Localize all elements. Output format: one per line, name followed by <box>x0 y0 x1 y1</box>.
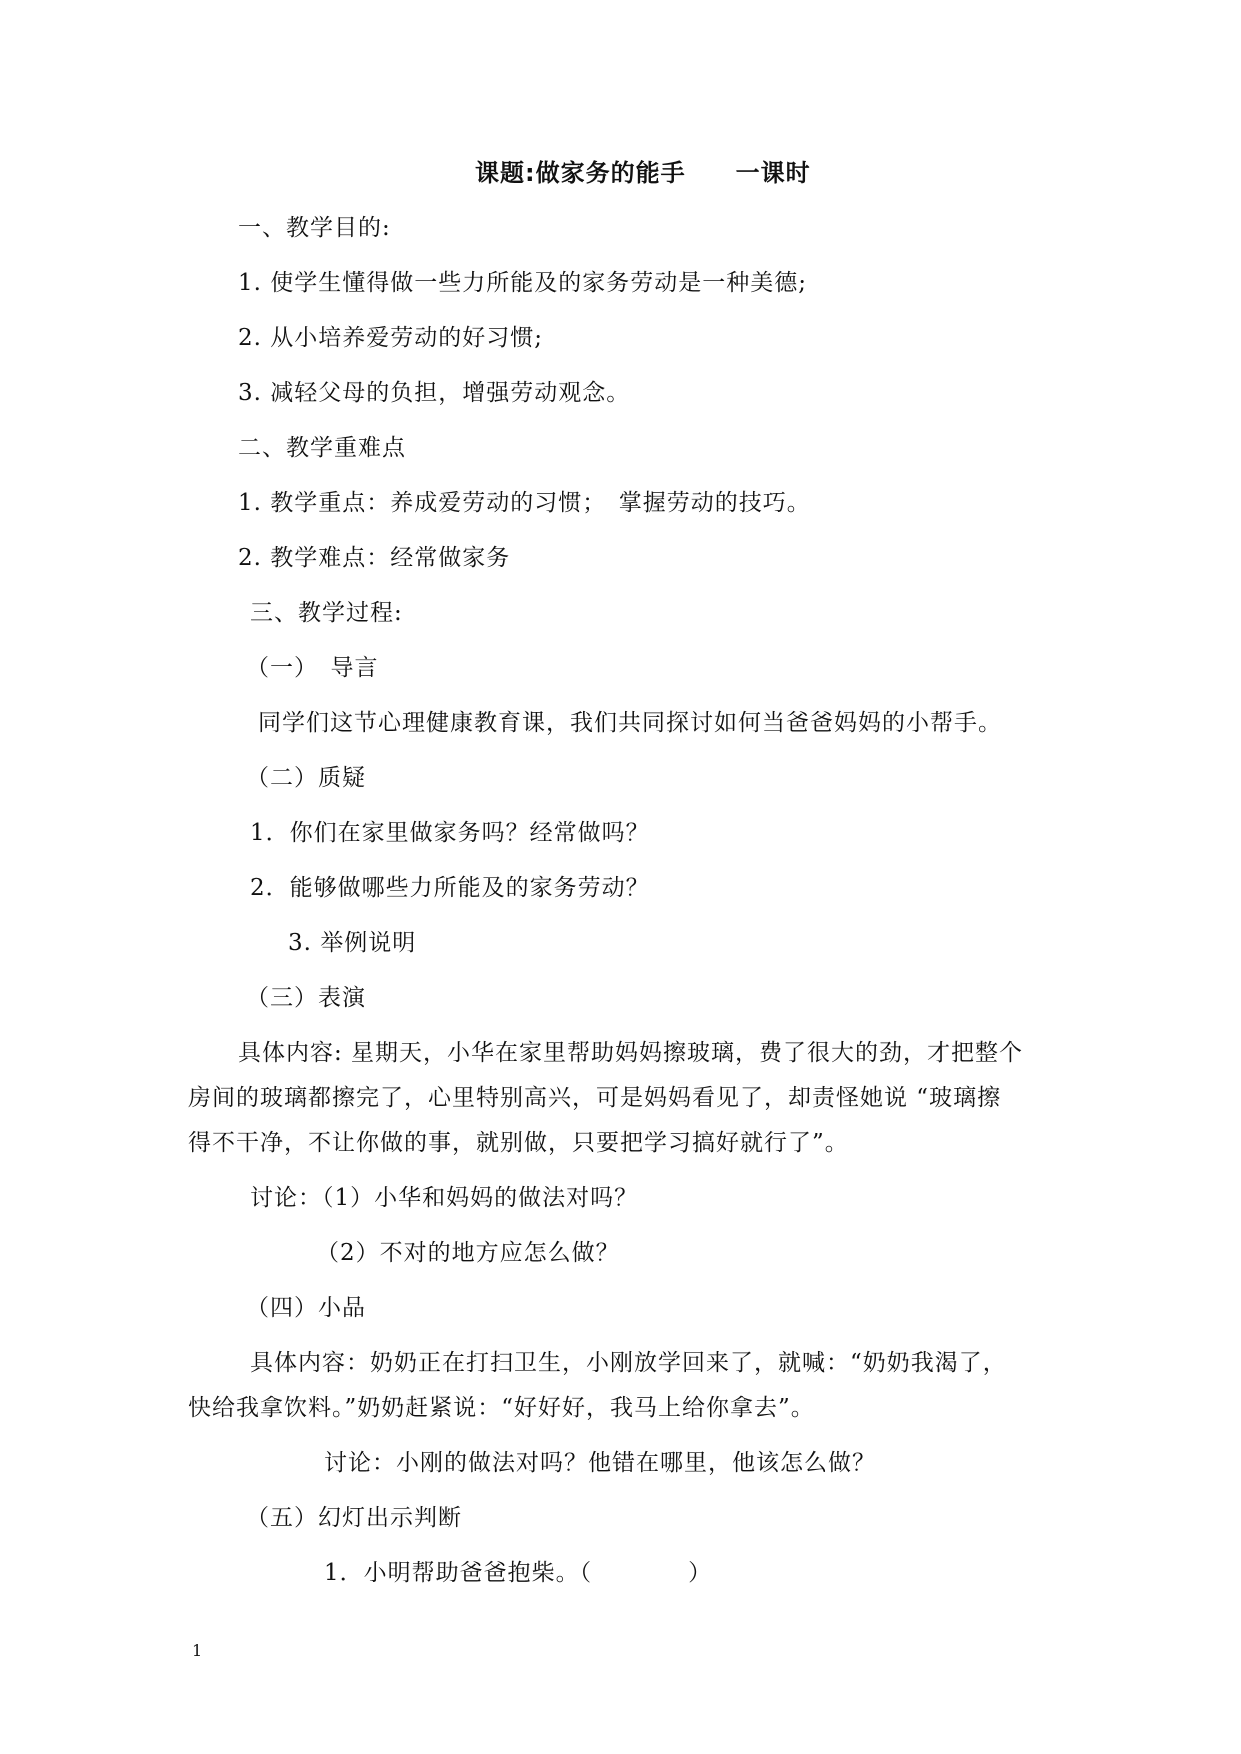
skit-text-line-2: 快给我拿饮料。”奶奶赶紧说：“好好好，我马上给你拿去”。 <box>188 1395 815 1421</box>
performance-discussion-2: （2）不对的地方应怎么做？ <box>316 1240 620 1266</box>
key-point-item-1: 1. 教学重点：养成爱劳动的习惯； 掌握劳动的技巧。 <box>238 490 811 516</box>
section-heading-teaching-process: 三、教学过程: <box>250 600 403 626</box>
subheading-slide-judgment: （五）幻灯出示判断 <box>246 1505 462 1531</box>
key-point-item-2: 2. 教学难点：经常做家务 <box>238 545 511 571</box>
page-number: 1 <box>192 1641 203 1660</box>
performance-discussion-1: 讨论：（1）小华和妈妈的做法对吗？ <box>250 1185 639 1211</box>
document-title: 课题:做家务的能手 一课时 <box>475 159 811 187</box>
section-heading-key-points: 二、教学重难点 <box>238 435 406 461</box>
performance-text-line-2: 房间的玻璃都擦完了，心里特别高兴，可是妈妈看见了，却责怪她说 “玻璃擦 <box>188 1085 1002 1111</box>
question-item-3: 3. 举例说明 <box>288 930 417 956</box>
subheading-questions: （二）质疑 <box>246 765 366 791</box>
question-item-2: 2．能够做哪些力所能及的家务劳动？ <box>250 875 650 901</box>
introduction-text: 同学们这节心理健康教育课，我们共同探讨如何当爸爸妈妈的小帮手。 <box>258 710 1002 736</box>
skit-text-line-1: 具体内容：奶奶正在打扫卫生，小刚放学回来了，就喊：“奶奶我渴了， <box>250 1350 1007 1376</box>
subheading-introduction: （一） 导言 <box>246 655 379 681</box>
skit-discussion: 讨论：小刚的做法对吗？他错在哪里，他该怎么做？ <box>324 1450 876 1476</box>
goal-item-2: 2. 从小培养爱劳动的好习惯; <box>238 325 544 351</box>
judgment-item-1: 1．小明帮助爸爸抱柴。（ ） <box>324 1560 713 1586</box>
goal-item-3: 3. 减轻父母的负担，增强劳动观念。 <box>238 380 631 406</box>
performance-text-line-1: 具体内容: 星期天，小华在家里帮助妈妈擦玻璃，费了很大的劲，才把整个 <box>238 1040 1024 1066</box>
subheading-skit: （四）小品 <box>246 1295 366 1321</box>
subheading-performance: （三）表演 <box>246 985 366 1011</box>
section-heading-teaching-goals: 一、教学目的: <box>238 215 391 241</box>
performance-text-line-3: 得不干净，不让你做的事，就别做，只要把学习搞好就行了”。 <box>188 1130 849 1156</box>
question-item-1: 1．你们在家里做家务吗？经常做吗？ <box>250 820 650 846</box>
goal-item-1: 1. 使学生懂得做一些力所能及的家务劳动是一种美德; <box>238 270 808 296</box>
